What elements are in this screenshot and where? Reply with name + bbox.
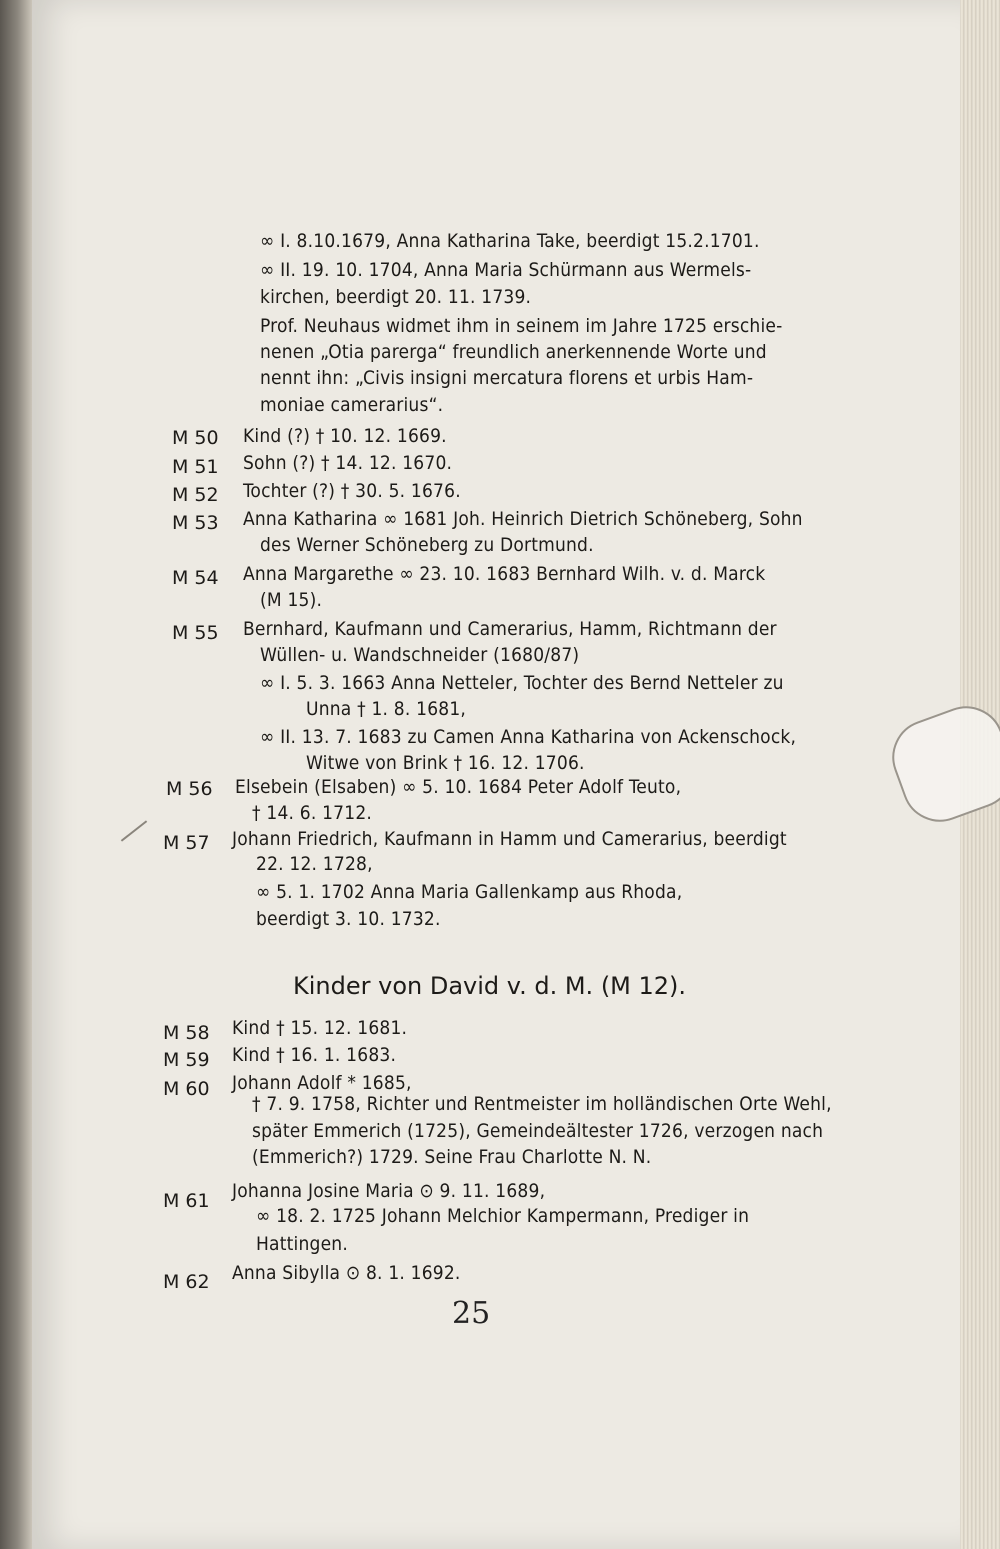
entry-code: M 60: [163, 1078, 210, 1100]
entry-line: Kind (?) † 10. 12. 1669.: [243, 425, 447, 447]
entry-line: † 7. 9. 1758, Richter und Rentmeister im holländischen Orte Wehl,: [252, 1093, 832, 1115]
entry-line: Kind † 16. 1. 1683.: [232, 1044, 397, 1066]
entry-code: M 53: [172, 512, 219, 534]
section-heading: Kinder von David v. d. M. (M 12).: [293, 972, 687, 1000]
entry-line: später Emmerich (1725), Gemeindeältester 1726, verzogen nach: [252, 1120, 824, 1142]
entry-line: ∞ I. 5. 3. 1663 Anna Netteler, Tochter des Bernd Netteler zu: [260, 672, 784, 694]
entry-line: Johanna Josine Maria ⊙ 9. 11. 1689,: [232, 1180, 546, 1202]
text-line: nenen „Otia parerga“ freundlich anerkennende Worte und: [260, 341, 767, 363]
entry-line: † 14. 6. 1712.: [252, 802, 373, 824]
entry-line: Sohn (?) † 14. 12. 1670.: [243, 452, 453, 474]
entry-line: (M 15).: [260, 589, 323, 611]
entry-line: des Werner Schöneberg zu Dortmund.: [260, 534, 594, 556]
entry-line: 22. 12. 1728,: [256, 853, 373, 875]
entry-line: Elsebein (Elsaben) ∞ 5. 10. 1684 Peter Adolf Teuto,: [235, 776, 682, 798]
entry-code: M 62: [163, 1271, 210, 1293]
entry-code: M 61: [163, 1190, 210, 1212]
entry-line: Kind † 15. 12. 1681.: [232, 1017, 408, 1039]
entry-code: M 56: [166, 778, 213, 800]
text-line: moniae camerarius“.: [260, 394, 444, 416]
entry-line: Witwe von Brink † 16. 12. 1706.: [306, 752, 585, 774]
entry-code: M 59: [163, 1049, 210, 1071]
entry-line: (Emmerich?) 1729. Seine Frau Charlotte N. N.: [252, 1146, 652, 1168]
text-line: Prof. Neuhaus widmet ihm in seinem im Jahre 1725 erschie-: [260, 315, 783, 337]
entry-line: ∞ II. 13. 7. 1683 zu Camen Anna Katharina von Ackenschock,: [260, 726, 797, 748]
entry-code: M 51: [172, 456, 219, 478]
entry-code: M 50: [172, 427, 219, 449]
entry-line: Anna Katharina ∞ 1681 Joh. Heinrich Dietrich Schöneberg, Sohn: [243, 508, 803, 530]
entry-line: Tochter (?) † 30. 5. 1676.: [243, 480, 461, 502]
entry-line: Anna Sibylla ⊙ 8. 1. 1692.: [232, 1262, 461, 1284]
text-line: nennt ihn: „Civis insigni mercatura florens et urbis Ham-: [260, 367, 754, 389]
text-line: ∞ II. 19. 10. 1704, Anna Maria Schürmann aus Wermels-: [260, 259, 752, 281]
entry-code: M 52: [172, 484, 219, 506]
entry-code: M 54: [172, 567, 219, 589]
entry-line: ∞ 5. 1. 1702 Anna Maria Gallenkamp aus Rhoda,: [256, 881, 683, 903]
entry-line: Wüllen- u. Wandschneider (1680/87): [260, 644, 580, 666]
entry-line: Johann Adolf * 1685,: [232, 1072, 412, 1094]
entry-code: M 57: [163, 832, 210, 854]
entry-line: Hattingen.: [256, 1233, 348, 1255]
entry-line: Johann Friedrich, Kaufmann in Hamm und Camerarius, beerdigt: [232, 828, 787, 850]
entry-code: M 55: [172, 622, 219, 644]
text-line: kirchen, beerdigt 20. 11. 1739.: [260, 286, 532, 308]
entry-code: M 58: [163, 1022, 210, 1044]
entry-line: Bernhard, Kaufmann und Camerarius, Hamm, Richtmann der: [243, 618, 777, 640]
page-number: 25: [452, 1296, 491, 1331]
entry-line: beerdigt 3. 10. 1732.: [256, 908, 441, 930]
entry-line: ∞ 18. 2. 1725 Johann Melchior Kampermann, Prediger in: [256, 1205, 750, 1227]
text-line: ∞ I. 8.10.1679, Anna Katharina Take, beerdigt 15.2.1701.: [260, 230, 760, 252]
entry-line: Unna † 1. 8. 1681,: [306, 698, 467, 720]
entry-line: Anna Margarethe ∞ 23. 10. 1683 Bernhard Wilh. v. d. Marck: [243, 563, 766, 585]
